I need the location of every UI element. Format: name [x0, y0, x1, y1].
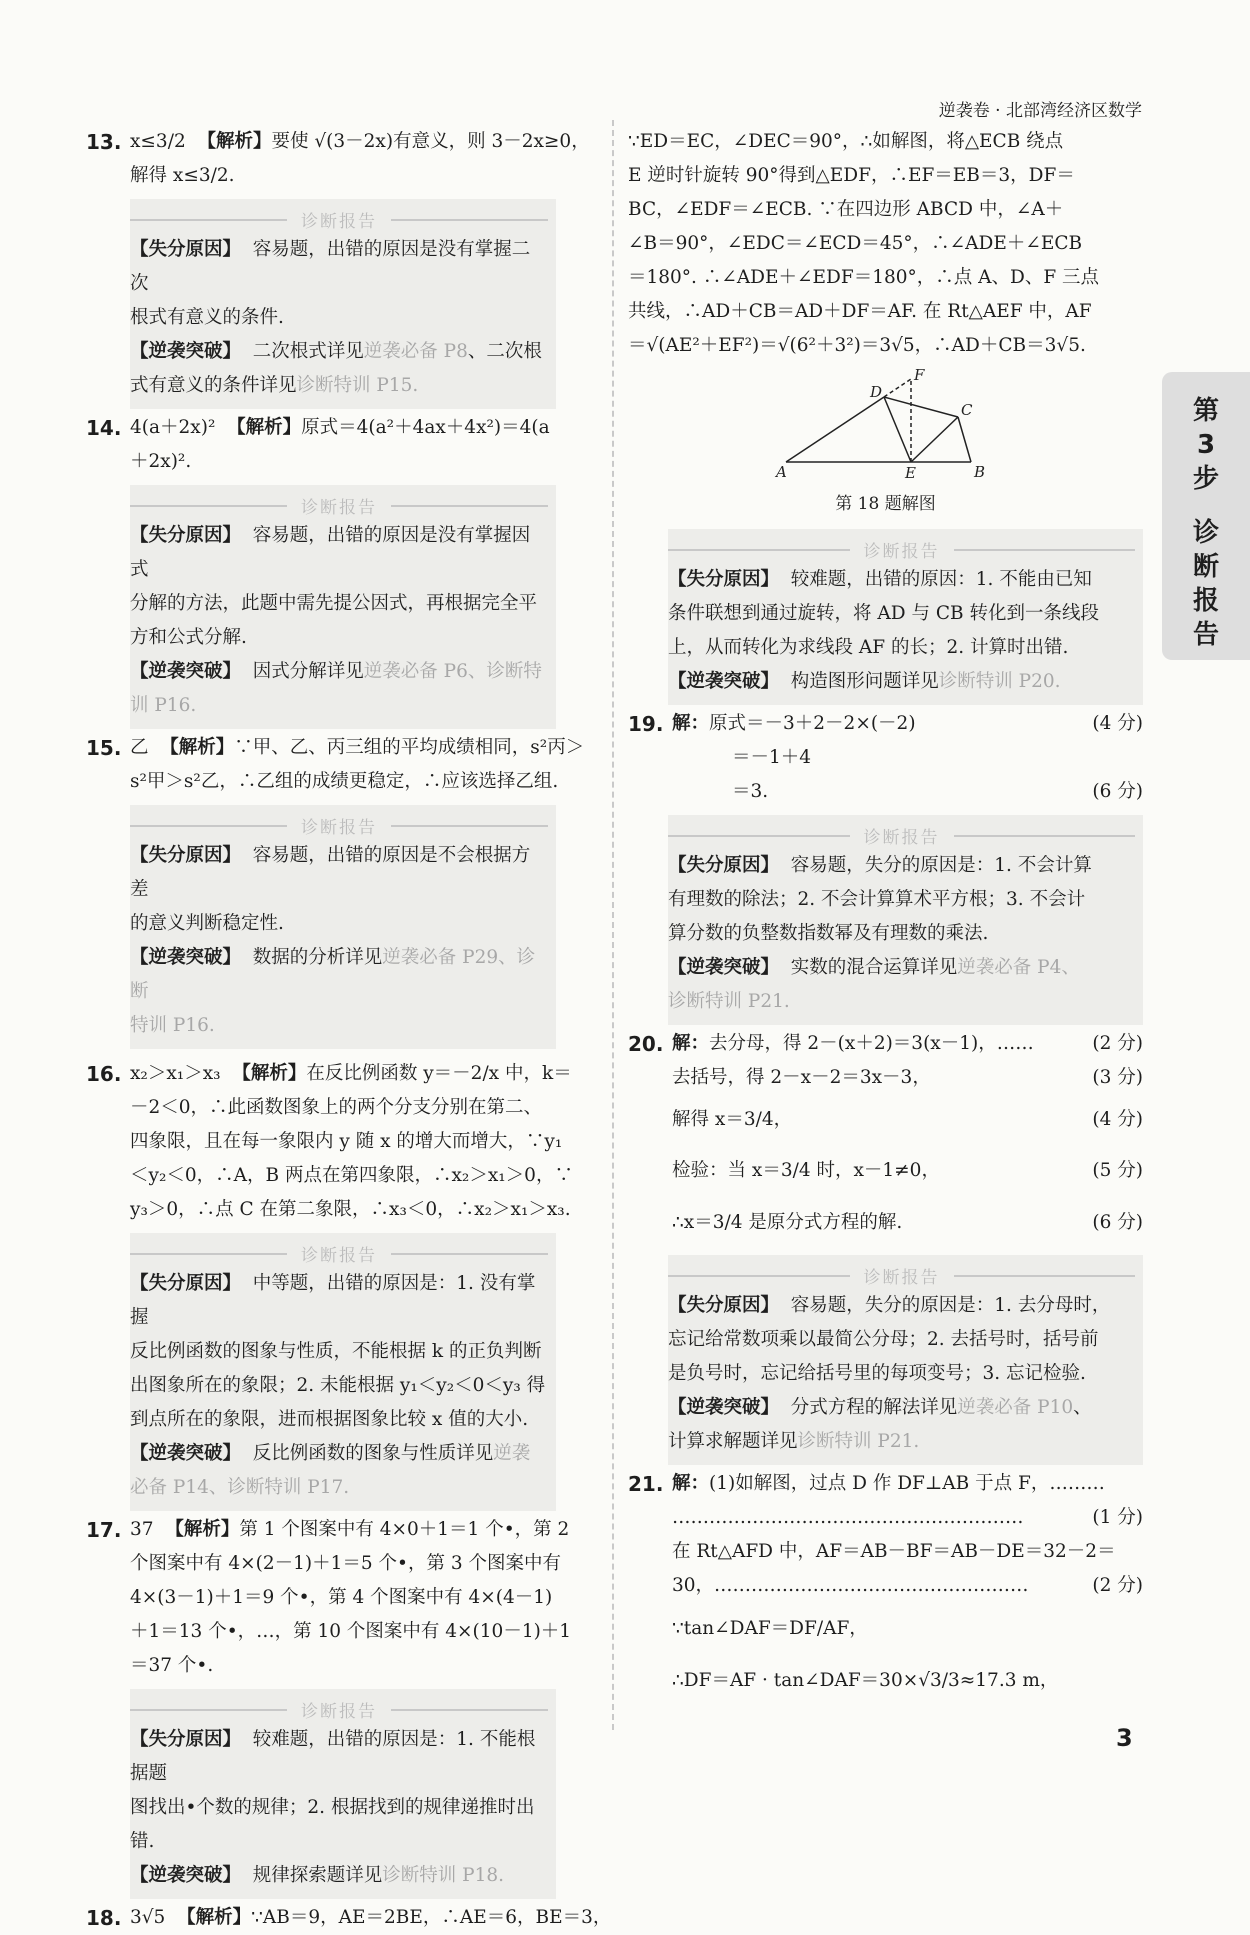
segment-ad	[786, 397, 884, 462]
answer: x₂＞x₁＞x₃	[130, 1063, 221, 1084]
reference-link[interactable]: 逆袭必备 P10	[957, 1397, 1074, 1418]
reference-link[interactable]: 逆袭	[493, 1443, 531, 1464]
question-number: 14.	[86, 416, 122, 440]
page-number: 3	[1116, 1724, 1133, 1752]
reference-link[interactable]: 诊断特训 P15.	[296, 375, 419, 396]
left-column	[86, 125, 612, 1935]
diagnosis-box: 诊断报告 【失分原因】 中等题，出错的原因是：1. 没有掌握 反比例函数的图象与性质，不能根据 k 的正负判断 出图象所在的象限；2. 未能根据 y₁＜y₂＜0＜y₃ 得 到点所在的象限，进而根据图象比较 x 值的大小. 【逆袭突破】 反比例函数的图象与性质详见逆袭 必备 P14、诊断特训 P17.	[130, 1233, 556, 1511]
diagnosis-box: 诊断报告 【失分原因】 容易题，出错的原因是没有掌握二次 根式有意义的条件. 【逆袭突破】 二次根式详见逆袭必备 P8、二次根 式有意义的条件详见诊断特训 P15.	[130, 199, 556, 409]
analysis-text: 要使 √(3－2x)有意义，则 3－2x≥0，	[271, 131, 590, 152]
side-tab	[1162, 372, 1250, 660]
geometry-diagram	[766, 366, 1006, 482]
diagnosis-box: 诊断报告 【失分原因】 容易题，失分的原因是：1. 不会计算 有理数的除法；2. 不会计算算术平方根；3. 不会计 算分数的负整数指数幂及有理数的乘法. 【逆袭突破】 实数的混合运算详见逆袭必备 P4、 诊断特训 P21.	[668, 815, 1143, 1025]
diagnosis-box: 诊断报告 【失分原因】 容易题，出错的原因是不会根据方差 的意义判断稳定性. 【逆袭突破】 数据的分析详见逆袭必备 P29、诊断 特训 P16.	[130, 805, 556, 1049]
label-e: E	[904, 464, 916, 482]
answer: 乙	[130, 737, 149, 758]
question-15: 15. 乙 【解析】∵甲、乙、丙三组的平均成绩相同，s²丙＞ s²甲＞s²乙，∴乙组的成绩更稳定，∴应该选择乙组.	[86, 736, 585, 792]
diagnosis-title: 诊断报告	[130, 205, 548, 233]
reference-link[interactable]: 诊断特训 P20.	[938, 671, 1061, 692]
reference-link[interactable]: 诊断特训 P21.	[668, 991, 790, 1012]
loss-reason-text: 根式有意义的条件.	[130, 307, 284, 328]
reference-link[interactable]: 特训 P16.	[130, 1015, 215, 1036]
question-18: 18. 3√5 【解析】∵AB＝9，AE＝2BE，∴AE＝6，BE＝3，	[86, 1906, 612, 1930]
reference-link[interactable]: 诊断特训 P18.	[382, 1865, 505, 1886]
loss-reason-text: 容易题，出错的原因是没有掌握二次	[130, 239, 531, 294]
question-19: 19. 解：原式＝－3＋2－2×(－2) (4 分) ＝－1＋4 ＝3. (6 分)	[628, 712, 1143, 802]
reference-link[interactable]: 逆袭必备 P29、诊断	[130, 947, 536, 1002]
breakthrough-tag: 【逆袭突破】	[130, 341, 242, 362]
answer: 37	[130, 1519, 154, 1540]
diagnosis-box: 诊断报告 【失分原因】 较难题，出错的原因是：1. 不能根据题 图找出•个数的规律；2. 根据找到的规律递推时出错. 【逆袭突破】 规律探索题详见诊断特训 P18.	[130, 1689, 556, 1899]
question-21: 21. 解：(1)如解图，过点 D 作 DF⊥AB 于点 F，……… ………………………………………………… (1 分) 在 Rt△AFD 中，AF＝AB－BF＝AB－DE＝32－2＝ 30，…………………………………………… (2 分) ∵tan∠DAF＝DF/AF， ∴DF＝AF · tan∠DAF＝30×√3/3≈17.3 m，	[628, 1472, 1143, 1691]
answer: 4(a＋2x)²	[130, 417, 216, 438]
figure-18	[628, 367, 1143, 521]
analysis-tag: 【解析】	[197, 131, 272, 152]
question-18-continued: ∵ED＝EC，∠DEC＝90°，∴如解图，将△ECB 绕点 E 逆时针旋转 90°得到△EDF，∴EF＝EB＝3，DF＝ BC，∠EDF＝∠ECB. ∵在四边形 ABCD 中，∠A＋ ∠B＝90°，∠EDC＝∠ECD＝45°，∴∠ADE＋∠ECB ＝180°. ∴∠ADE＋∠EDF＝180°，∴点 A、D、F 三点 共线，∴AD＋CB＝AD＋DF＝AF. 在 Rt△AEF 中，AF ＝√(AE²＋EF²)＝√(6²＋3²)＝3√5，∴AD＋CB＝3√5.	[628, 131, 1100, 356]
segment-df	[884, 379, 911, 397]
right-column	[628, 125, 1143, 1707]
reference-link[interactable]: 必备 P14、诊断特训 P17.	[130, 1477, 350, 1498]
question-number: 13.	[86, 130, 122, 154]
side-tab-step: 第3步	[1192, 396, 1219, 494]
question-16: 16. x₂＞x₁＞x₃ 【解析】在反比例函数 y＝－2/x 中，k＝ －2＜0，∴此函数图象上的两个分支分别在第二、 四象限，且在每一象限内 y 随 x 的增大而增大，∵y₁ ＜y₂＜0，∴A，B 两点在第四象限，∴x₂＞x₁＞0，∵ y₃＞0，∴点 C 在第二象限，∴x₃＜0，∴x₂＞x₁＞x₃.	[86, 1062, 573, 1220]
diagnosis-box: 诊断报告 【失分原因】 容易题，出错的原因是没有掌握因式 分解的方法，此题中需先提公因式，再根据完全平 方和公式分解. 【逆袭突破】 因式分解详见逆袭必备 P6、诊断特 训 P16.	[130, 485, 556, 729]
answer: 3√5	[130, 1907, 166, 1928]
figure-caption: 第 18 题解图	[835, 494, 936, 514]
segment-dc	[884, 397, 958, 417]
side-tab-title: 诊断报告	[1192, 518, 1219, 650]
loss-reason-tag: 【失分原因】	[130, 239, 242, 260]
label-d: D	[869, 383, 882, 401]
label-c: C	[960, 401, 972, 419]
page-header: 逆袭卷 · 北部湾经济区数学	[938, 101, 1142, 121]
question-13	[86, 125, 590, 193]
analysis-text: 解得 x≤3/2.	[130, 165, 235, 186]
label-b: B	[973, 463, 985, 481]
reference-link[interactable]: 逆袭必备 P8	[363, 341, 468, 362]
reference-link[interactable]: 诊断特训 P21.	[797, 1431, 920, 1452]
diagnosis-box: 诊断报告 【失分原因】 较难题，出错的原因：1. 不能由已知 条件联想到通过旋转，将 AD 与 CB 转化到一条线段 上，从而转化为求线段 AF 的长；2. 计算时出错. 【逆袭突破】 构造图形问题详见诊断特训 P20.	[668, 529, 1143, 705]
segment-ec	[911, 417, 958, 462]
question-20: 20. 解：去分母，得 2－(x＋2)＝3(x－1)，…… (2 分) 去括号，得 2－x－2＝3x－3， (3 分) 解得 x＝3/4， (4 分) 检验：当 x＝3/4 时，x－1≠0， (5 分) ∴x＝3/4 是原分式方程的解. (6 分)	[628, 1032, 1143, 1233]
reference-link[interactable]: 训 P16.	[130, 695, 197, 716]
reference-link[interactable]: 逆袭必备 P4、	[957, 957, 1080, 978]
segment-de	[884, 397, 911, 462]
label-f: F	[913, 366, 924, 384]
label-a: A	[775, 463, 787, 481]
question-14: 14. 4(a＋2x)² 【解析】原式＝4(a²＋4ax＋4x²)＝4(a ＋2x)².	[86, 411, 556, 479]
segment-cb	[958, 417, 971, 462]
question-17: 17. 37 【解析】第 1 个图案中有 4×0＋1＝1 个•，第 2 个图案中有 4×(2－1)＋1＝5 个•，第 3 个图案中有 4×(3－1)＋1＝9 个•，第 4 个图案中有 4×(4－1) ＋1＝13 个•，…，第 10 个图案中有 4×(10－1)＋1 ＝37 个•.	[86, 1518, 572, 1676]
diagnosis-box: 诊断报告 【失分原因】 容易题，失分的原因是：1. 去分母时， 忘记给常数项乘以最简公分母；2. 去括号时，括号前 是负号时，忘记给括号里的每项变号；3. 忘记检验. 【逆袭突破】 分式方程的解法详见逆袭必备 P10、 计算求解题详见诊断特训 P21.	[668, 1255, 1143, 1465]
column-divider	[612, 120, 614, 1730]
reference-link[interactable]: 逆袭必备 P6、诊断特	[363, 661, 542, 682]
answer: x≤3/2	[130, 131, 186, 152]
